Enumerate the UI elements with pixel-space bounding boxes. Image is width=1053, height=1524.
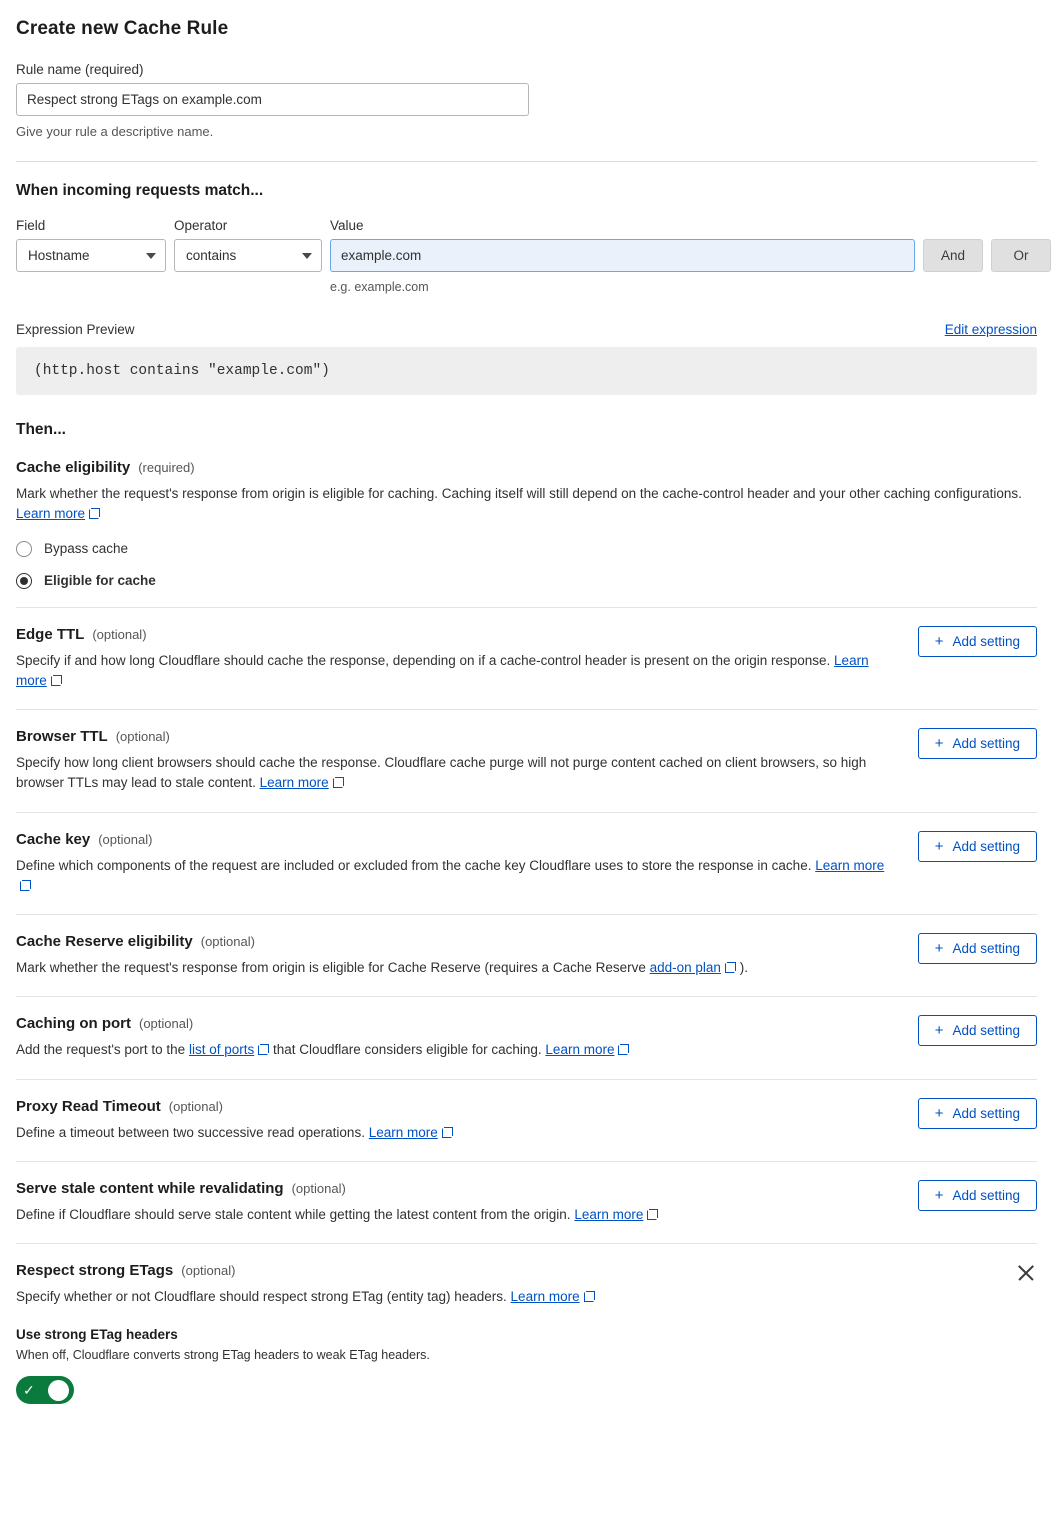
- chevron-down-icon: [302, 253, 312, 259]
- external-link-icon: [584, 1291, 595, 1302]
- etags-remove-setting-icon[interactable]: [1015, 1262, 1037, 1284]
- or-column: [991, 218, 1051, 272]
- etags-toggle-desc: When off, Cloudflare converts strong ETag headers to weak ETag headers.: [16, 1348, 430, 1363]
- or-button[interactable]: Or: [991, 239, 1051, 272]
- setting-edge-ttl: [16, 626, 1037, 710]
- operator-select[interactable]: [174, 239, 322, 272]
- serve-stale-desc: [16, 1205, 898, 1225]
- browser-ttl-learn-more-link[interactable]: Learn more: [259, 775, 329, 791]
- etags-desc-text: Specify whether or not Cloudflare should respect strong ETag (entity tag) headers.: [16, 1289, 507, 1304]
- cache-key-learn-more-link[interactable]: Learn more: [815, 857, 885, 873]
- cache-key-add-setting-label: Add setting: [952, 838, 1020, 854]
- proxy-read-timeout-desc: [16, 1123, 898, 1143]
- external-link-icon: [725, 962, 736, 973]
- browser-ttl-desc: [16, 753, 898, 794]
- match-section-title: When incoming requests match...: [16, 182, 264, 199]
- divider-serve-stale: [16, 1243, 1037, 1244]
- cache-key-flag: (optional): [98, 831, 153, 847]
- operator-select-value: contains: [186, 248, 237, 263]
- external-link-icon: [51, 675, 62, 686]
- expression-preview-box: (http.host contains "example.com"): [16, 347, 1037, 395]
- browser-ttl-add-setting-button[interactable]: [918, 728, 1037, 759]
- setting-cache-eligibility: [16, 459, 1037, 607]
- proxy-read-timeout-desc-text: Define a timeout between two successive read operations.: [16, 1124, 365, 1140]
- cache-eligibility-name: Cache eligibility: [16, 459, 131, 476]
- divider-cache-key: [16, 914, 1037, 915]
- radio-eligible-for-cache-input[interactable]: [16, 573, 32, 589]
- cache-key-desc-text: Define which components of the request are included or excluded from the cache key Cloudflare uses to store the response in cache.: [16, 857, 812, 873]
- page-title: Create new Cache Rule: [16, 18, 229, 39]
- expression-preview-header: [16, 322, 1037, 337]
- setting-serve-stale-content: [16, 1180, 1037, 1243]
- etags-desc: [16, 1287, 995, 1307]
- and-spacer: [923, 218, 983, 233]
- cache-reserve-add-setting-button[interactable]: [918, 933, 1037, 964]
- cache-reserve-name: Cache Reserve eligibility: [16, 933, 193, 950]
- operator-column: [174, 218, 322, 272]
- rule-name-group: [16, 62, 1037, 139]
- cache-eligibility-head: [16, 459, 1037, 476]
- cache-reserve-addon-plan-link[interactable]: add-on plan: [649, 960, 721, 975]
- setting-browser-ttl: [16, 728, 1037, 812]
- setting-cache-reserve-eligibility: [16, 933, 1037, 996]
- external-link-icon: [618, 1044, 629, 1055]
- plus-icon: +: [934, 735, 944, 752]
- cache-eligibility-desc-text: Mark whether the request's response from origin is eligible for caching. Caching itself will still depend on the cache-control header and your other caching configurations.: [16, 486, 1022, 501]
- setting-respect-strong-etags: [16, 1262, 1037, 1422]
- then-title: Then...: [16, 421, 66, 438]
- rule-name-label: Rule name (required): [16, 62, 144, 77]
- rule-name-input[interactable]: Respect strong ETags on example.com: [16, 83, 529, 116]
- caching-on-port-desc: [16, 1040, 898, 1060]
- caching-on-port-list-of-ports-link[interactable]: list of ports: [188, 1042, 255, 1058]
- proxy-read-timeout-name: Proxy Read Timeout: [16, 1097, 161, 1115]
- value-column: [330, 218, 915, 294]
- external-link-icon: [442, 1127, 453, 1138]
- caching-on-port-desc-mid: that Cloudflare considers eligible for caching.: [273, 1042, 542, 1058]
- proxy-read-timeout-learn-more-link[interactable]: Learn more: [368, 1124, 438, 1140]
- toggle-knob: [48, 1380, 69, 1401]
- plus-icon: +: [934, 1104, 944, 1122]
- edge-ttl-desc: [16, 651, 898, 692]
- browser-ttl-name: Browser TTL: [16, 728, 108, 745]
- edit-expression-link[interactable]: Edit expression: [944, 322, 1037, 337]
- divider-caching-on-port: [16, 1079, 1037, 1080]
- chevron-down-icon: [146, 253, 156, 259]
- etags-flag: (optional): [181, 1263, 236, 1278]
- caching-on-port-flag: (optional): [139, 1016, 194, 1032]
- field-label: Field: [16, 218, 46, 233]
- serve-stale-name: Serve stale content while revalidating: [16, 1179, 284, 1197]
- proxy-read-timeout-add-setting-label: Add setting: [952, 1105, 1020, 1121]
- radio-bypass-cache-input[interactable]: [16, 541, 32, 557]
- divider-browser-ttl: [16, 812, 1037, 813]
- radio-eligible-for-cache-label: Eligible for cache: [44, 573, 156, 588]
- caching-on-port-add-setting-label: Add setting: [952, 1023, 1020, 1039]
- cache-reserve-add-setting-label: Add setting: [952, 941, 1020, 956]
- divider-rule-name: [16, 161, 1037, 162]
- edge-ttl-add-setting-label: Add setting: [952, 633, 1020, 649]
- cache-eligibility-learn-more-link[interactable]: Learn more: [16, 506, 86, 522]
- plus-icon: +: [934, 1022, 944, 1040]
- caching-on-port-learn-more-link[interactable]: Learn more: [545, 1042, 615, 1058]
- setting-proxy-read-timeout: [16, 1098, 1037, 1161]
- edge-ttl-name: Edge TTL: [16, 625, 85, 643]
- cache-key-desc: [16, 856, 898, 897]
- field-select[interactable]: [16, 239, 166, 272]
- radio-eligible-for-cache[interactable]: [16, 573, 1037, 589]
- etags-name: Respect strong ETags: [16, 1262, 174, 1279]
- setting-caching-on-port: [16, 1015, 1037, 1078]
- proxy-read-timeout-add-setting-button[interactable]: [918, 1098, 1037, 1129]
- cache-eligibility-flag: (required): [138, 460, 195, 475]
- edge-ttl-desc-text: Specify if and how long Cloudflare should cache the response, depending on if a cache-control header is present on the origin response.: [16, 652, 831, 668]
- plus-icon: +: [934, 632, 944, 650]
- field-column: [16, 218, 166, 272]
- browser-ttl-add-setting-label: Add setting: [952, 736, 1020, 751]
- plus-icon: +: [934, 1186, 944, 1204]
- serve-stale-flag: (optional): [291, 1180, 346, 1196]
- cache-reserve-desc: [16, 958, 898, 978]
- external-link-icon: [647, 1209, 658, 1220]
- and-button[interactable]: And: [923, 239, 983, 272]
- and-column: [923, 218, 983, 272]
- setting-cache-key: [16, 831, 1037, 915]
- serve-stale-add-setting-label: Add setting: [952, 1187, 1020, 1203]
- edge-ttl-flag: (optional): [92, 626, 147, 642]
- field-select-value: Hostname: [28, 248, 90, 263]
- etags-learn-more-link[interactable]: Learn more: [510, 1289, 580, 1304]
- divider-proxy-read-timeout: [16, 1161, 1037, 1162]
- divider-edge-ttl: [16, 709, 1037, 710]
- cache-reserve-desc-post: ).: [739, 960, 748, 975]
- divider-cache-eligibility: [16, 607, 1037, 608]
- match-expression-row: [16, 218, 1037, 294]
- cache-reserve-flag: (optional): [200, 934, 255, 949]
- edge-ttl-add-setting-button[interactable]: [918, 626, 1037, 657]
- or-spacer: [991, 218, 1051, 233]
- rule-name-help: Give your rule a descriptive name.: [16, 124, 214, 139]
- caching-on-port-add-setting-button[interactable]: [918, 1015, 1037, 1046]
- serve-stale-desc-text: Define if Cloudflare should serve stale content while getting the latest content from the origin.: [16, 1206, 571, 1222]
- browser-ttl-flag: (optional): [115, 729, 170, 744]
- caching-on-port-name: Caching on port: [16, 1015, 131, 1033]
- browser-ttl-desc-text: Specify how long client browsers should cache the response. Cloudflare cache purge will not purge content cached on client browsers, so high browser TTLs may lead to stale content.: [16, 755, 867, 791]
- external-link-icon: [20, 880, 31, 891]
- radio-bypass-cache-label: Bypass cache: [44, 541, 129, 556]
- cache-reserve-desc-pre: Mark whether the request's response from origin is eligible for Cache Reserve (requires a Cache Reserve: [16, 960, 646, 975]
- cache-key-add-setting-button[interactable]: [918, 831, 1037, 862]
- divider-cache-reserve: [16, 996, 1037, 997]
- serve-stale-add-setting-button[interactable]: [918, 1180, 1037, 1211]
- external-link-icon: [333, 777, 344, 788]
- edge-ttl-learn-more-link[interactable]: Learn more: [16, 652, 869, 688]
- plus-icon: +: [934, 837, 944, 855]
- expression-preview-label: Expression Preview: [16, 322, 135, 337]
- operator-label: Operator: [174, 218, 228, 233]
- external-link-icon: [258, 1044, 269, 1055]
- value-input[interactable]: example.com: [330, 239, 915, 272]
- proxy-read-timeout-flag: (optional): [168, 1098, 223, 1114]
- value-label: Value: [330, 218, 364, 233]
- etags-toggle-switch[interactable]: [16, 1376, 74, 1404]
- external-link-icon: [89, 508, 100, 519]
- radio-bypass-cache[interactable]: [16, 541, 1037, 557]
- cache-key-name: Cache key: [16, 830, 91, 848]
- value-hint: e.g. example.com: [330, 280, 429, 294]
- check-icon: ✓: [23, 1382, 35, 1399]
- serve-stale-learn-more-link[interactable]: Learn more: [574, 1206, 644, 1222]
- etags-toggle-title: Use strong ETag headers: [16, 1327, 178, 1343]
- cache-eligibility-desc: [16, 484, 1026, 525]
- plus-icon: +: [934, 940, 944, 957]
- caching-on-port-desc-pre: Add the request's port to the: [16, 1042, 186, 1058]
